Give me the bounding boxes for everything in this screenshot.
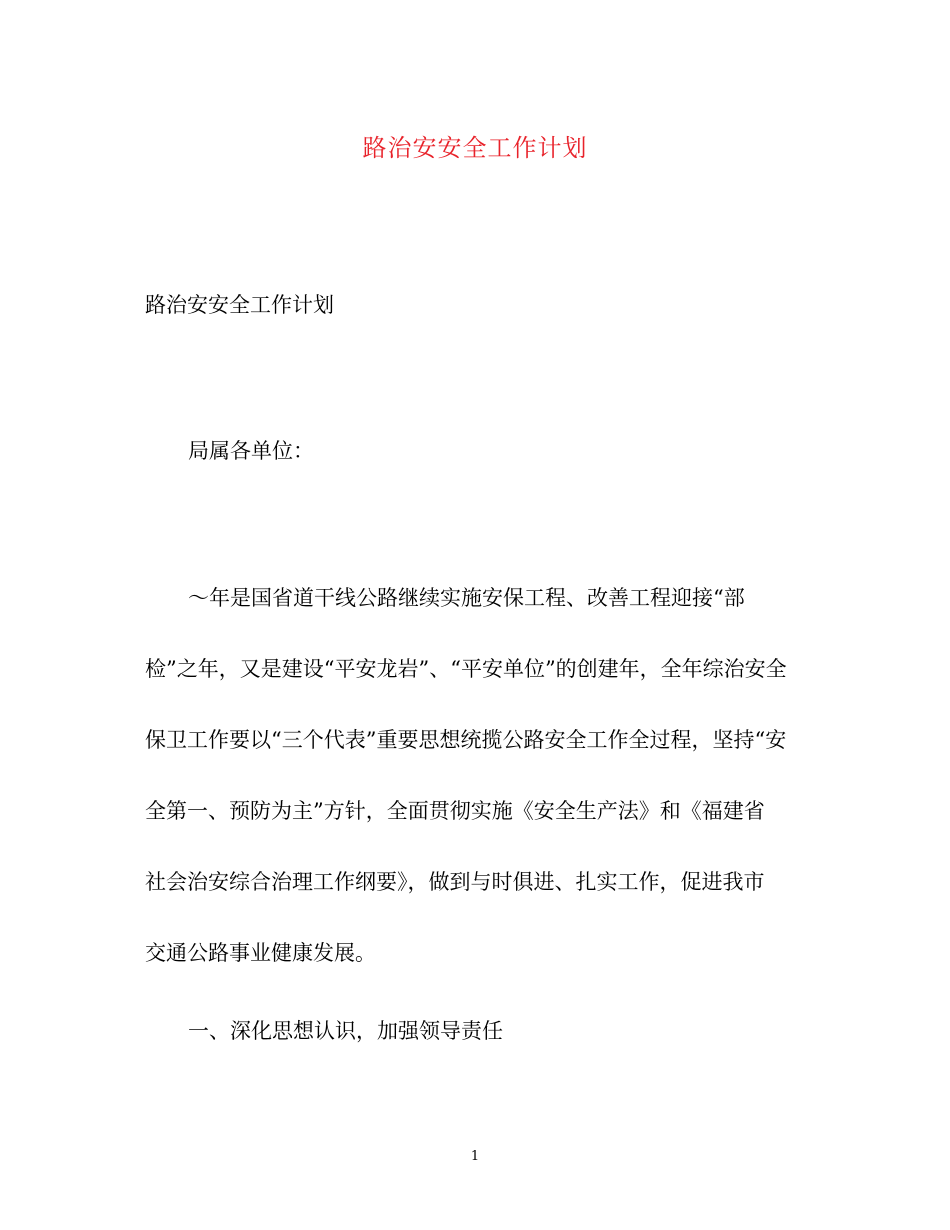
- paragraph-line-6: 交通公路事业健康发展。: [145, 941, 376, 965]
- paragraph-line-4: 全第一、预防为主”方针，全面贯彻实施《安全生产法》和《福建省: [145, 799, 765, 823]
- paragraph-line-2: 检”之年，又是建设“平安龙岩”、“平安单位”的创建年，全年综治安全: [145, 657, 787, 681]
- salutation: 局属各单位：: [188, 439, 314, 463]
- paragraph-line-1: ～年是国省道干线公路继续实施安保工程、改善工程迎接“部: [188, 586, 745, 610]
- paragraph-line-3: 保卫工作要以“三个代表”重要思想统揽公路安全工作全过程，坚持“安: [145, 728, 787, 752]
- document-subtitle: 路治安安全工作计划: [145, 293, 334, 317]
- page-number: 1: [470, 1149, 480, 1164]
- paragraph-line-5: 社会治安综合治理工作纲要》，做到与时俱进、扎实工作，促进我市: [145, 870, 765, 894]
- document-title: 路治安安全工作计划: [362, 134, 588, 162]
- section-heading: 一、深化思想认识，加强领导责任: [188, 1019, 503, 1043]
